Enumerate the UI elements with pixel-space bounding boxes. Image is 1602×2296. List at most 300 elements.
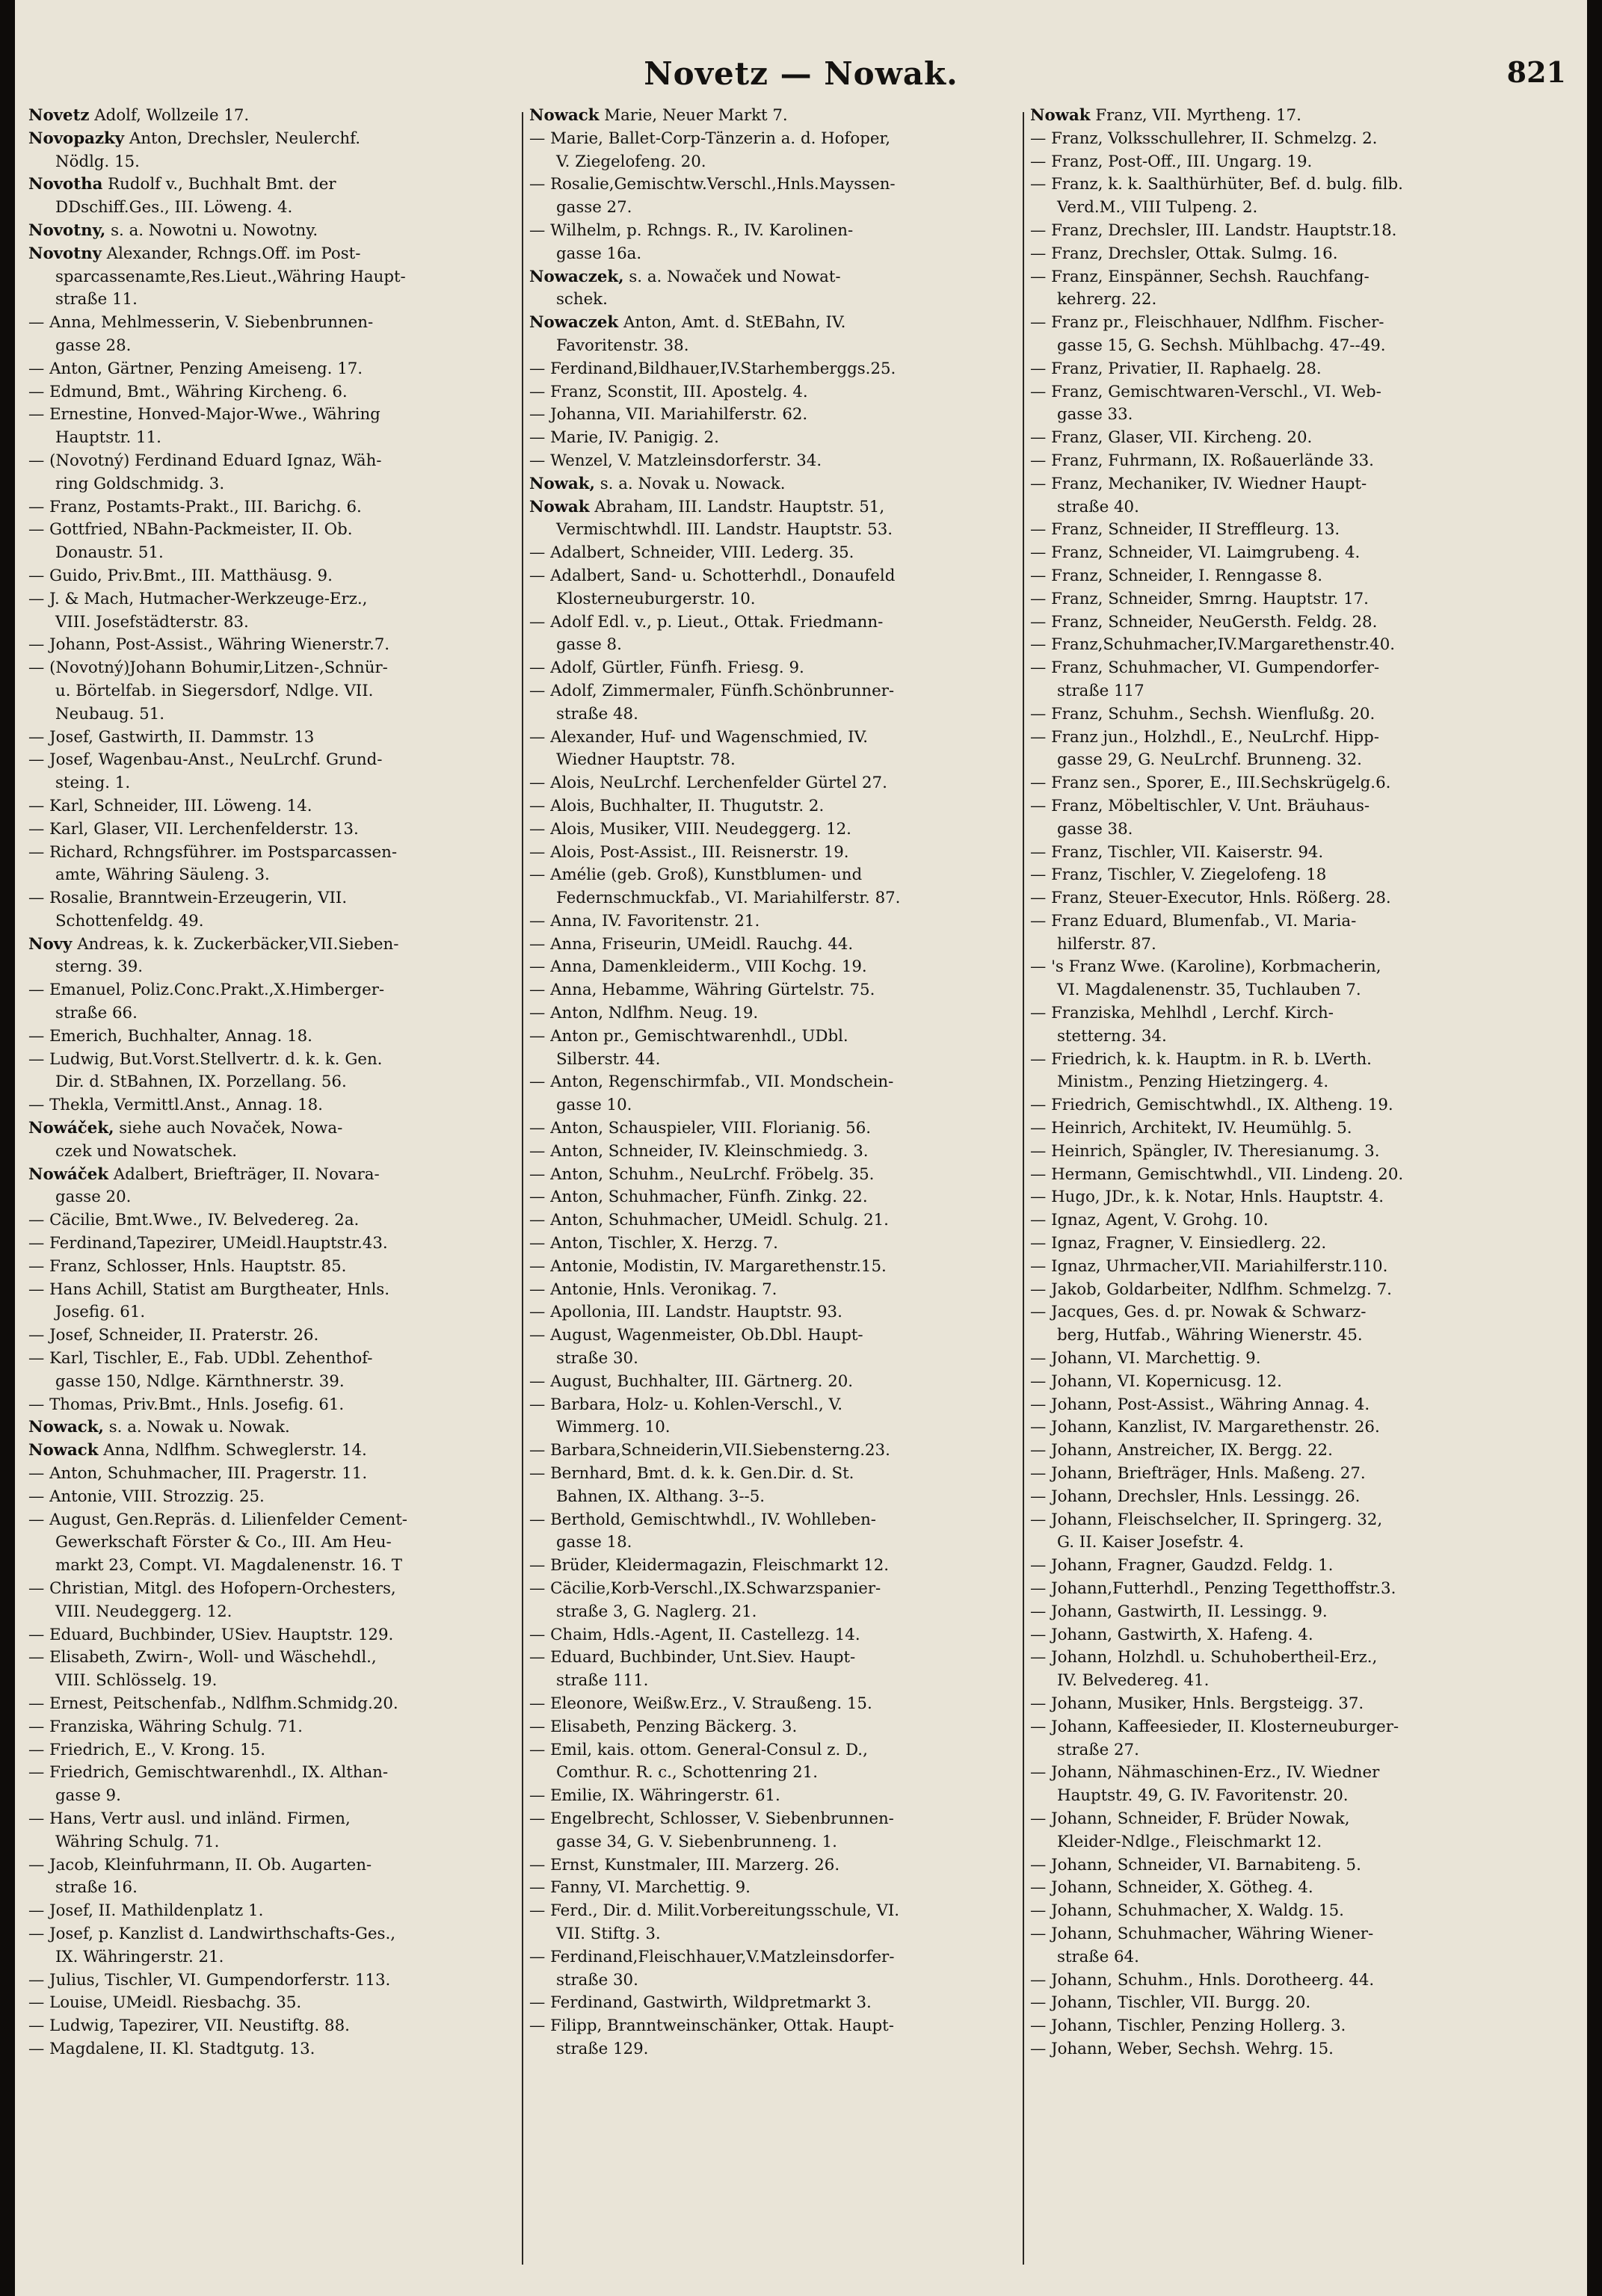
entry-line xyxy=(1030,842,1516,865)
entry-line xyxy=(1030,1141,1516,1164)
entry-continuation-line xyxy=(28,1670,514,1693)
entry-continuation-line xyxy=(529,1762,1015,1785)
entry-line xyxy=(1030,1371,1516,1394)
entry-text: — Rosalie,Gemischtw.Verschl.,Hnls.Mayssen- xyxy=(529,175,896,194)
entry-text: — Wenzel, V. Matzleinsdorferstr. 34. xyxy=(529,451,822,470)
entry-continuation-line xyxy=(529,1601,1015,1624)
entry-line xyxy=(1030,1348,1516,1371)
page-header xyxy=(15,52,1587,97)
entry-line xyxy=(529,1232,1015,1256)
entry-line xyxy=(529,1624,1015,1647)
entry-text: — Ignaz, Uhrmacher,VII. Mariahilferstr.110. xyxy=(1030,1256,1388,1276)
entry-text: — Wilhelm, p. Rchngs. R., IV. Karolinen- xyxy=(529,220,854,240)
entry-continuation-line xyxy=(28,703,514,726)
entry-text: — Anton, Ndlfhm. Neug. 19. xyxy=(529,1004,759,1023)
entry-text: — Marie, Ballet-Corp-Tänzerin a. d. Hofoper, xyxy=(529,129,891,148)
entry-text: straße 111. xyxy=(556,1671,649,1691)
entry-continuation-line xyxy=(1030,1831,1516,1854)
entry-line xyxy=(1030,312,1516,335)
entry-text: — Anton pr., Gemischtwarenhdl., UDbl. xyxy=(529,1026,848,1046)
entry-text: Abraham, III. Landstr. Hauptstr. 51, xyxy=(589,497,885,516)
entry-continuation-line xyxy=(529,1094,1015,1117)
entry-line xyxy=(1030,1439,1516,1463)
entry-line xyxy=(529,1877,1015,1900)
entry-continuation-line xyxy=(28,1002,514,1025)
entry-text: — Anton, Schneider, IV. Kleinschmiedg. 3. xyxy=(529,1141,869,1161)
entry-text: — Brüder, Kleidermagazin, Fleischmarkt 12. xyxy=(529,1556,890,1576)
entry-text: Adolf, Wollzeile 17. xyxy=(89,106,250,125)
entry-text: straße 30. xyxy=(556,1970,638,1990)
entry-line xyxy=(28,1969,514,1993)
entry-head-line xyxy=(529,496,1015,519)
entry-line xyxy=(529,1946,1015,1969)
entry-text: Anton, Amt. d. StEBahn, IV. xyxy=(618,313,846,333)
entry-text: — Johann, Schneider, VI. Barnabiteng. 5. xyxy=(1030,1855,1361,1874)
entry-text: — Adalbert, Sand- u. Schotterhdl., Donaufeld xyxy=(529,566,896,585)
entry-text: — Alois, Post-Assist., III. Reisnerstr. 19. xyxy=(529,842,849,862)
entry-text: — Louise, UMeidl. Riesbachg. 35. xyxy=(28,1993,302,2013)
entry-line xyxy=(1030,1394,1516,1417)
entry-text: — Franz, Schlosser, Hnls. Hauptstr. 85. xyxy=(28,1256,347,1276)
entry-text: VIII. Schlösselg. 19. xyxy=(55,1671,218,1691)
entry-line xyxy=(28,657,514,680)
entry-line xyxy=(529,842,1015,865)
entry-line xyxy=(1030,1509,1516,1532)
entry-continuation-line xyxy=(1030,680,1516,703)
entry-continuation-line xyxy=(28,864,514,887)
entry-text: — Johann, Kaffeesieder, II. Klosterneuburger- xyxy=(1030,1717,1399,1736)
entry-line xyxy=(529,404,1015,427)
entry-continuation-line xyxy=(529,335,1015,358)
entry-text: Gewerkschaft Förster & Co., III. Am Heu- xyxy=(55,1533,392,1552)
entry-text: Josefig. 61. xyxy=(55,1303,146,1322)
entry-text: — Richard, Rchngsführer. im Postsparcassen- xyxy=(28,842,398,862)
directory-columns xyxy=(28,105,1576,2272)
surname-heading: Nowáček xyxy=(28,1164,109,1184)
surname-heading: Novotny, xyxy=(28,220,106,240)
entry-text: gasse 29, G. NeuLrchf. Brunneng. 32. xyxy=(1057,750,1362,770)
entry-text: s. a. Nowotni u. Nowotny. xyxy=(105,220,318,240)
entry-continuation-line xyxy=(28,1831,514,1854)
entry-line xyxy=(28,979,514,1002)
entry-text: — Johann, Kanzlist, IV. Margarethenstr. 26. xyxy=(1030,1418,1380,1437)
entry-line xyxy=(1030,1486,1516,1509)
surname-heading: Nowack, xyxy=(28,1418,104,1437)
entry-text: — Thomas, Priv.Bmt., Hnls. Josefig. 61. xyxy=(28,1395,345,1414)
entry-text: — Antonie, VIII. Strozzig. 25. xyxy=(28,1487,265,1506)
entry-text: — Josef, Schneider, II. Praterstr. 26. xyxy=(28,1326,319,1345)
entry-text: — Elisabeth, Zwirn-, Woll- und Wäschehdl., xyxy=(28,1648,377,1667)
entry-text: — Karl, Schneider, III. Löweng. 14. xyxy=(28,796,312,815)
entry-head-line xyxy=(28,243,514,266)
entry-text: Bahnen, IX. Althang. 3--5. xyxy=(556,1487,765,1506)
entry-continuation-line xyxy=(28,1601,514,1624)
entry-line xyxy=(529,1785,1015,1808)
entry-text: — Johann, Post-Assist., Währing Annag. 4. xyxy=(1030,1395,1370,1414)
entry-line xyxy=(1030,1209,1516,1232)
entry-line xyxy=(28,1762,514,1785)
entry-line xyxy=(1030,657,1516,680)
entry-line xyxy=(1030,1716,1516,1739)
entry-text: — Franz, Einspänner, Sechsh. Rauchfang- xyxy=(1030,267,1370,286)
entry-text: VII. Stiftg. 3. xyxy=(556,1924,661,1943)
entry-line xyxy=(28,381,514,404)
entry-text: — Ludwig, But.Vorst.Stellvertr. d. k. k. Gen. xyxy=(28,1049,383,1069)
entry-text: — Emanuel, Poliz.Conc.Prakt.,X.Himberger- xyxy=(28,981,385,1000)
entry-continuation-line xyxy=(1030,1946,1516,1969)
entry-text: — Eduard, Buchbinder, USiev. Hauptstr. 129. xyxy=(28,1625,394,1644)
entry-line xyxy=(1030,1647,1516,1670)
entry-text: s. a. Nowak u. Nowak. xyxy=(103,1418,290,1437)
entry-line xyxy=(1030,1923,1516,1946)
entry-line xyxy=(1030,910,1516,933)
entry-line xyxy=(28,1232,514,1256)
entry-head-line xyxy=(529,105,1015,128)
entry-line xyxy=(28,1923,514,1946)
entry-line xyxy=(529,450,1015,473)
entry-text: — Jakob, Goldarbeiter, Ndlfhm. Schmelzg. 7. xyxy=(1030,1280,1392,1299)
entry-text: — Franz, Drechsler, III. Landstr. Hauptstr.18. xyxy=(1030,220,1397,240)
entry-text: — Hans Achill, Statist am Burgtheater, Hnls. xyxy=(28,1280,389,1299)
entry-text: Silberstr. 44. xyxy=(556,1049,661,1069)
entry-line xyxy=(1030,1624,1516,1647)
entry-text: Nödlg. 15. xyxy=(55,152,140,171)
entry-text: Favoritenstr. 38. xyxy=(556,336,689,355)
entry-line xyxy=(28,404,514,427)
entry-line xyxy=(529,910,1015,933)
entry-text: — Johann, Schneider, X. Götheg. 4. xyxy=(1030,1878,1313,1898)
entry-text: — Adalbert, Schneider, VIII. Lederg. 35. xyxy=(529,543,854,563)
entry-text: — Franz, Möbeltischler, V. Unt. Bräuhaus- xyxy=(1030,796,1370,815)
entry-text: — Johann, Musiker, Hnls. Bergsteigg. 37. xyxy=(1030,1694,1364,1713)
entry-line xyxy=(28,1324,514,1348)
entry-line xyxy=(28,887,514,910)
entry-line xyxy=(529,1371,1015,1394)
entry-text: — Adolf, Gürtler, Fünfh. Friesg. 9. xyxy=(529,658,804,678)
entry-text: — Emilie, IX. Währingerstr. 61. xyxy=(529,1786,780,1806)
entry-continuation-line xyxy=(529,1831,1015,1854)
entry-line xyxy=(28,1693,514,1716)
entry-text: — Anna, Friseurin, UMeidl. Rauchg. 44. xyxy=(529,934,854,954)
entry-line xyxy=(1030,1002,1516,1025)
entry-line xyxy=(1030,1578,1516,1601)
entry-line xyxy=(28,2038,514,2061)
entry-text: IV. Belvedereg. 41. xyxy=(1057,1671,1210,1691)
entry-continuation-line xyxy=(529,288,1015,312)
entry-text: u. Börtelfab. in Siegersdorf, Ndlge. VII. xyxy=(55,681,374,700)
entry-text: — Franz, Post-Off., III. Ungarg. 19. xyxy=(1030,152,1313,171)
entry-line xyxy=(28,795,514,818)
entry-text: — Bernhard, Bmt. d. k. k. Gen.Dir. d. St. xyxy=(529,1464,854,1484)
entry-continuation-line xyxy=(1030,496,1516,519)
entry-text: — Jacques, Ges. d. pr. Nowak & Schwarz- xyxy=(1030,1303,1367,1322)
entry-line xyxy=(1030,588,1516,611)
entry-text: Franz, VII. Myrtheng. 17. xyxy=(1090,106,1301,125)
entry-continuation-line xyxy=(28,288,514,312)
entry-text: — Franziska, Mehlhdl , Lerchf. Kirch- xyxy=(1030,1004,1334,1023)
entry-line xyxy=(529,220,1015,243)
entry-text: hilferstr. 87. xyxy=(1057,934,1156,954)
entry-line xyxy=(28,818,514,842)
entry-text: — Franz jun., Holzhdl., E., NeuLrchf. Hipp- xyxy=(1030,727,1379,747)
entry-text: ring Goldschmidg. 3. xyxy=(55,474,225,493)
entry-continuation-line xyxy=(529,1670,1015,1693)
entry-line xyxy=(28,1578,514,1601)
entry-text: gasse 38. xyxy=(1057,819,1133,839)
entry-continuation-line xyxy=(529,197,1015,220)
entry-line xyxy=(28,1808,514,1831)
entry-text: gasse 9. xyxy=(55,1786,121,1806)
entry-text: gasse 16a. xyxy=(556,244,642,263)
entry-line xyxy=(28,1394,514,1417)
entry-continuation-line xyxy=(1030,197,1516,220)
entry-text: Neubaug. 51. xyxy=(55,704,165,723)
entry-text: — Adolf, Zimmermaler, Fünfh.Schönbrunner- xyxy=(529,681,895,700)
entry-line xyxy=(529,1808,1015,1831)
surname-heading: Novopazky xyxy=(28,129,125,148)
entry-line xyxy=(28,1900,514,1923)
entry-line xyxy=(1030,1693,1516,1716)
entry-text: G. II. Kaiser Josefstr. 4. xyxy=(1057,1533,1245,1552)
entry-text: VIII. Neudeggerg. 12. xyxy=(55,1602,232,1621)
entry-text: — Anton, Regenschirmfab., VII. Mondschein- xyxy=(529,1073,894,1092)
entry-line xyxy=(529,1693,1015,1716)
entry-line xyxy=(28,588,514,611)
entry-continuation-line xyxy=(28,1371,514,1394)
entry-text: — Hugo, JDr., k. k. Notar, Hnls. Hauptstr. 4. xyxy=(1030,1188,1384,1207)
entry-continuation-line xyxy=(28,542,514,565)
entry-text: — Apollonia, III. Landstr. Hauptstr. 93. xyxy=(529,1303,842,1322)
entry-line xyxy=(1030,1969,1516,1993)
entry-text: — Anton, Schauspieler, VIII. Florianig. 56. xyxy=(529,1119,872,1138)
entry-text: — Friedrich, Gemischtwarenhdl., IX. Althan- xyxy=(28,1763,389,1783)
entry-line xyxy=(1030,473,1516,496)
entry-line xyxy=(529,1209,1015,1232)
entry-line xyxy=(1030,726,1516,750)
entry-text: — Johann, Tischler, Penzing Hollerg. 3. xyxy=(1030,2016,1346,2036)
entry-continuation-line xyxy=(28,1531,514,1555)
entry-line xyxy=(529,1992,1015,2015)
entry-text: gasse 15, G. Sechsh. Mühlbachg. 47--49. xyxy=(1057,336,1386,355)
entry-continuation-line xyxy=(529,588,1015,611)
entry-line xyxy=(1030,381,1516,404)
entry-text: — Christian, Mitgl. des Hofopern-Orchesters, xyxy=(28,1579,396,1598)
entry-text: — Franz, Postamts-Prakt., III. Barichg. 6. xyxy=(28,497,362,516)
entry-line xyxy=(28,358,514,381)
entry-line xyxy=(28,565,514,588)
entry-head-line xyxy=(1030,105,1516,128)
entry-line xyxy=(529,657,1015,680)
entry-line xyxy=(529,1117,1015,1141)
entry-text: siehe auch Novaček, Nowa- xyxy=(114,1119,343,1138)
surname-heading: Novy xyxy=(28,934,73,954)
entry-text: sparcassenamte,Res.Lieut.,Währing Haupt- xyxy=(55,267,406,286)
entry-line xyxy=(529,864,1015,887)
entry-continuation-line xyxy=(28,473,514,496)
entry-head-line xyxy=(28,1416,514,1439)
entry-line xyxy=(529,1301,1015,1324)
entry-line xyxy=(529,1071,1015,1094)
entry-line xyxy=(1030,128,1516,151)
entry-continuation-line xyxy=(529,749,1015,772)
entry-continuation-line xyxy=(1030,933,1516,957)
entry-text: — Johann, VI. Marchettig. 9. xyxy=(1030,1349,1261,1368)
entry-continuation-line xyxy=(28,1141,514,1164)
entry-text: — J. & Mach, Hutmacher-Werkzeuge-Erz., xyxy=(28,589,368,608)
entry-line xyxy=(1030,1992,1516,2015)
surname-heading: Nowak, xyxy=(529,474,595,493)
entry-text: — Emil, kais. ottom. General-Consul z. D., xyxy=(529,1740,868,1759)
entry-continuation-line xyxy=(529,634,1015,657)
surname-heading: Novetz xyxy=(28,106,90,125)
entry-line xyxy=(529,680,1015,703)
entry-text: Vermischtwhdl. III. Landstr. Hauptstr. 53. xyxy=(556,520,893,540)
entry-continuation-line xyxy=(28,611,514,635)
entry-text: — Anna, Damenkleiderm., VIII Kochg. 19. xyxy=(529,957,867,977)
entry-text: berg, Hutfab., Währing Wienerstr. 45. xyxy=(1057,1326,1363,1345)
entry-continuation-line xyxy=(1030,1785,1516,1808)
entry-continuation-line xyxy=(529,1486,1015,1509)
entry-line xyxy=(1030,565,1516,588)
entry-text: — Adolf Edl. v., p. Lieut., Ottak. Friedmann- xyxy=(529,612,884,632)
entry-line xyxy=(1030,542,1516,565)
entry-text: — Franz, Fuhrmann, IX. Roßauerlände 33. xyxy=(1030,451,1374,470)
entry-text: — Magdalene, II. Kl. Stadtgutg. 13. xyxy=(28,2039,315,2058)
entry-continuation-line xyxy=(529,1049,1015,1072)
entry-continuation-line xyxy=(28,266,514,289)
entry-text: — Franz, Tischler, V. Ziegelofeng. 18 xyxy=(1030,865,1327,885)
entry-line xyxy=(529,1164,1015,1187)
entry-line xyxy=(529,1141,1015,1164)
entry-text: — Franz, k. k. Saalthürhüter, Bef. d. bulg. filb. xyxy=(1030,175,1403,194)
entry-text: — Franz, Schuhmacher, VI. Gumpendorfer- xyxy=(1030,658,1380,678)
entry-text: — Johann, Gastwirth, X. Hafeng. 4. xyxy=(1030,1625,1313,1644)
entry-text: — Edmund, Bmt., Währing Kircheng. 6. xyxy=(28,382,348,401)
entry-text: — Franz, Sconstit, III. Apostelg. 4. xyxy=(529,382,808,401)
entry-continuation-line xyxy=(28,335,514,358)
entry-text: — Johanna, VII. Mariahilferstr. 62. xyxy=(529,405,808,425)
entry-line xyxy=(1030,1094,1516,1117)
entry-text: — Franz, Drechsler, Ottak. Sulmg. 16. xyxy=(1030,244,1338,263)
entry-text: gasse 150, Ndlge. Kärnthnerstr. 39. xyxy=(55,1371,345,1391)
entry-text: — 's Franz Wwe. (Karoline), Korbmacherin, xyxy=(1030,957,1381,977)
entry-head-line xyxy=(529,312,1015,335)
entry-line xyxy=(28,1256,514,1279)
entry-text: — Franz, Schneider, Smrng. Hauptstr. 17. xyxy=(1030,589,1369,608)
column-1 xyxy=(28,105,514,2272)
entry-head-line xyxy=(28,1439,514,1463)
entry-line xyxy=(1030,173,1516,197)
entry-line xyxy=(1030,887,1516,910)
entry-text: — Josef, p. Kanzlist d. Landwirthschafts-Ges., xyxy=(28,1924,395,1943)
entry-line xyxy=(1030,1900,1516,1923)
entry-line xyxy=(28,1624,514,1647)
running-head: Novetz — Nowak. xyxy=(644,55,958,92)
entry-continuation-line xyxy=(1030,749,1516,772)
entry-text: czek und Nowatschek. xyxy=(55,1141,238,1161)
entry-text: DDschiff.Ges., III. Löweng. 4. xyxy=(55,198,293,217)
entry-text: Schottenfeldg. 49. xyxy=(55,911,204,931)
entry-text: — Franz, Steuer-Executor, Hnls. Rößerg. 28. xyxy=(1030,889,1391,908)
entry-line xyxy=(1030,519,1516,542)
entry-line xyxy=(1030,1808,1516,1831)
entry-text: — Rosalie, Branntwein-Erzeugerin, VII. xyxy=(28,889,348,908)
entry-line xyxy=(529,381,1015,404)
entry-text: — Johann,Futterhdl., Penzing Tegetthoffstr.3. xyxy=(1030,1579,1396,1598)
entry-text: Wimmerg. 10. xyxy=(556,1418,671,1437)
surname-heading: Nowaczek xyxy=(529,313,619,333)
entry-text: — Johann, VI. Kopernicusg. 12. xyxy=(1030,1371,1282,1391)
entry-continuation-line xyxy=(28,1946,514,1969)
entry-text: — Franz, Schneider, I. Renngasse 8. xyxy=(1030,566,1323,585)
entry-text: — Ferd., Dir. d. Milit.Vorbereitungsschule, VI. xyxy=(529,1901,900,1921)
entry-text: straße 11. xyxy=(55,290,138,309)
entry-text: — Alois, Musiker, VIII. Neudeggerg. 12. xyxy=(529,819,851,839)
entry-text: gasse 20. xyxy=(55,1188,132,1207)
entry-continuation-line xyxy=(529,151,1015,174)
entry-text: Währing Schulg. 71. xyxy=(55,1832,220,1851)
entry-line xyxy=(529,173,1015,197)
entry-text: — Anton, Gärtner, Penzing Ameiseng. 17. xyxy=(28,359,363,378)
entry-text: — Johann, Post-Assist., Währing Wienerstr.7. xyxy=(28,635,390,655)
entry-line xyxy=(1030,1877,1516,1900)
entry-text: — Thekla, Vermittl.Anst., Annag. 18. xyxy=(28,1096,323,1115)
entry-line xyxy=(1030,956,1516,979)
entry-line xyxy=(28,450,514,473)
entry-head-line xyxy=(28,1164,514,1187)
entry-continuation-line xyxy=(1030,1739,1516,1762)
entry-line xyxy=(1030,1232,1516,1256)
entry-text: — Jacob, Kleinfuhrmann, II. Ob. Augarten- xyxy=(28,1855,372,1874)
entry-text: — Karl, Glaser, VII. Lerchenfelderstr. 13. xyxy=(28,819,359,839)
entry-text: kehrerg. 22. xyxy=(1057,290,1157,309)
entry-continuation-line xyxy=(1030,1025,1516,1049)
entry-text: — Franz,Schuhmacher,IV.Margarethenstr.40. xyxy=(1030,635,1396,655)
entry-line xyxy=(1030,1117,1516,1141)
entry-line xyxy=(529,128,1015,151)
entry-line xyxy=(1030,1854,1516,1877)
entry-line xyxy=(529,1394,1015,1417)
entry-continuation-line xyxy=(1030,1531,1516,1555)
entry-text: gasse 18. xyxy=(556,1533,632,1552)
entry-text: — Emerich, Buchhalter, Annag. 18. xyxy=(28,1026,312,1046)
entry-text: — Barbara,Schneiderin,VII.Siebensterng.23. xyxy=(529,1441,890,1460)
entry-text: — August, Gen.Repräs. d. Lilienfelder Cement- xyxy=(28,1510,407,1529)
entry-text: Federnschmuckfab., VI. Mariahilferstr. 87. xyxy=(556,889,901,908)
entry-text: — Julius, Tischler, VI. Gumpendorferstr. 113. xyxy=(28,1970,391,1990)
entry-text: — Engelbrecht, Schlosser, V. Siebenbrunnen- xyxy=(529,1809,894,1828)
entry-text: — Johann, Schuhmacher, X. Waldg. 15. xyxy=(1030,1901,1344,1921)
entry-text: — Anton, Tischler, X. Herzg. 7. xyxy=(529,1234,778,1253)
entry-continuation-line xyxy=(529,1923,1015,1946)
entry-text: — Ernestine, Honved-Major-Wwe., Währing xyxy=(28,405,381,425)
entry-line xyxy=(28,519,514,542)
entry-line xyxy=(1030,220,1516,243)
entry-text: — Anton, Schuhmacher, Fünfh. Zinkg. 22. xyxy=(529,1188,868,1207)
entry-text: s. a. Nowaček und Nowat- xyxy=(623,267,841,286)
entry-text: straße 64. xyxy=(1057,1947,1139,1966)
entry-text: — Elisabeth, Penzing Bäckerg. 3. xyxy=(529,1717,798,1736)
entry-continuation-line xyxy=(28,910,514,933)
entry-text: — Anton, Schuhmacher, UMeidl. Schulg. 21. xyxy=(529,1211,889,1230)
entry-text: markt 23, Compt. VI. Magdalenenstr. 16. T xyxy=(55,1556,402,1576)
entry-text: gasse 28. xyxy=(55,336,132,355)
entry-line xyxy=(529,565,1015,588)
entry-text: Adalbert, Briefträger, II. Novara- xyxy=(108,1164,380,1184)
entry-text: — Karl, Tischler, E., Fab. UDbl. Zehenthof- xyxy=(28,1349,373,1368)
entry-line xyxy=(529,1716,1015,1739)
entry-continuation-line xyxy=(529,887,1015,910)
